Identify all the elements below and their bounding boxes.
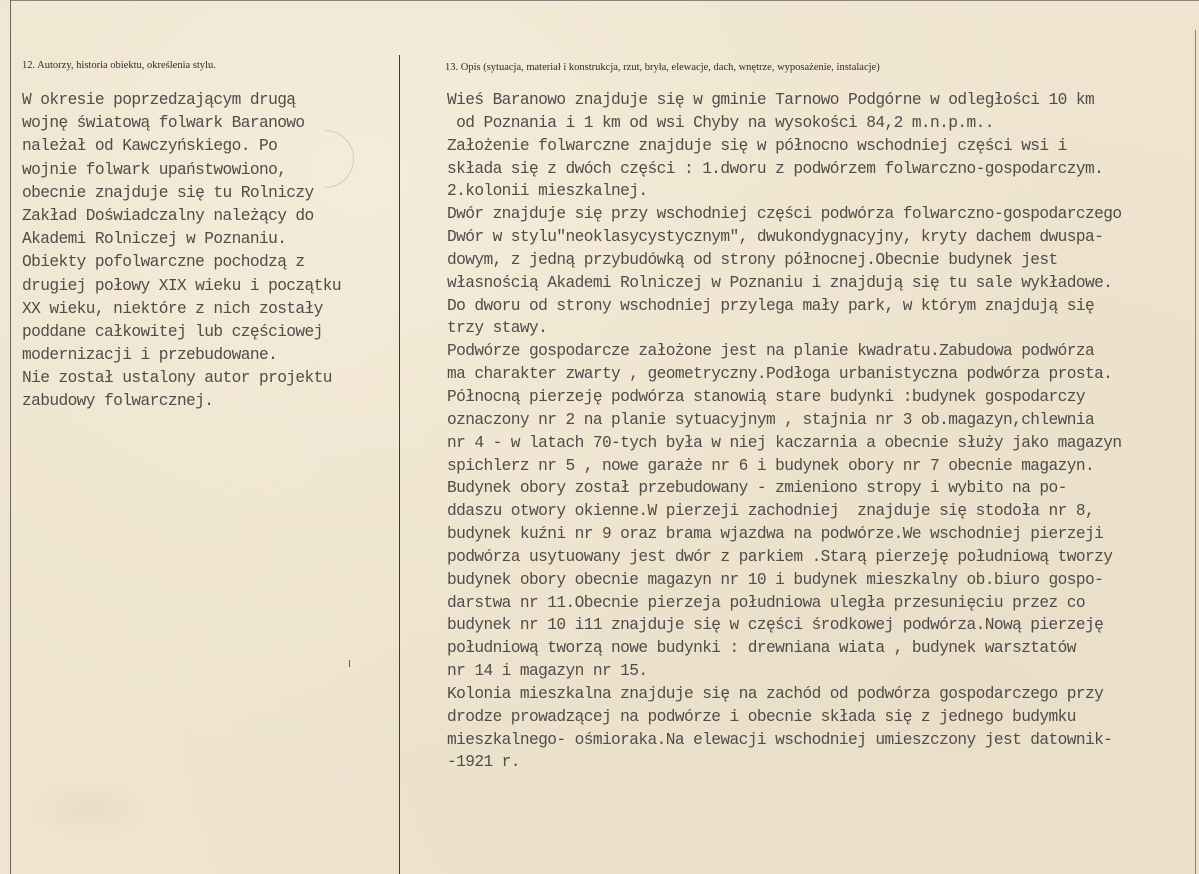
paper-stain bbox=[30, 780, 150, 840]
section-13-text-line: mieszkalnego- ośmioraka.Na elewacji wschodniej umieszczony jest datownik- bbox=[447, 730, 1113, 749]
section-13-heading: 13. Opis (sytuacja, materiał i konstrukcja, rzut, bryła, elewacje, dach, wnętrze, wyposażenie, instalacje) bbox=[445, 62, 880, 73]
section-12-text-line: poddane całkowitej lub częściowej bbox=[22, 322, 323, 341]
section-12-text-line: Akademi Rolniczej w Poznaniu. bbox=[22, 230, 287, 249]
section-13-text-line: składa się z dwóch części : 1.dworu z podwórzem folwarczno-gospodarczym. bbox=[447, 159, 1104, 178]
column-divider bbox=[399, 55, 400, 874]
section-13-text-line: Wieś Baranowo znajduje się w gminie Tarnowo Podgórne w odległości 10 km bbox=[447, 91, 1095, 109]
form-border-right bbox=[1195, 30, 1196, 874]
section-13-text-line: Założenie folwarczne znajduje się w północno wschodniej części wsi i bbox=[447, 136, 1067, 155]
section-13-text-line: drodze prowadzącej na podwórze i obecnie składa się z jednego budymku bbox=[447, 707, 1076, 726]
section-13-text-line: budynek obory obecnie magazyn nr 10 i budynek mieszkalny ob.biuro gospo- bbox=[447, 570, 1104, 589]
section-12-text-line: drugiej połowy XIX wieku i początku bbox=[22, 276, 341, 295]
section-12-text-line: Zakład Doświadczalny należący do bbox=[22, 206, 314, 225]
section-12-text-line: wojnie folwark upaństwowiono, bbox=[22, 160, 287, 179]
section-13-text-line: darstwa nr 11.Obecnie pierzeja południowa uległa przesunięciu przez co bbox=[447, 593, 1085, 612]
section-12-text-line: XX wieku, niektóre z nich zostały bbox=[22, 299, 323, 318]
section-13-text-line: Kolonia mieszkalna znajduje się na zachód od podwórza gospodarczego przy bbox=[447, 684, 1104, 703]
section-12-text-line: zabudowy folwarcznej. bbox=[22, 392, 214, 411]
section-12-text-line: modernizacji i przebudowane. bbox=[22, 346, 278, 365]
section-13-text-line: południową tworzą nowe budynki : drewniana wiata , budynek warsztatów bbox=[447, 639, 1076, 658]
section-13-text bbox=[447, 89, 1192, 774]
section-12-text-line: należał od Kawczyńskiego. Po bbox=[22, 137, 278, 156]
section-12-text-line: Obiekty pofolwarczne pochodzą z bbox=[22, 253, 305, 272]
section-13-text-line: Dwór znajduje się przy wschodniej części podwórza folwarczno-gospodarczego bbox=[447, 205, 1122, 224]
section-12-text-line: obecnie znajduje się tu Rolniczy bbox=[22, 183, 314, 202]
section-13-text-line: budynek nr 10 i11 znajduje się w części środkowej podwórza.Nową pierzeję bbox=[447, 616, 1104, 635]
section-12-heading: 12. Autorzy, historia obiektu, określenia stylu. bbox=[22, 60, 216, 71]
section-13-text-line: ma charakter zwarty , geometryczny.Podłoga urbanistyczna podwórza prosta. bbox=[447, 365, 1113, 384]
section-13-text-line: nr 4 - w latach 70-tych była w niej kaczarnia a obecnie służy jako magazyn bbox=[447, 433, 1122, 452]
section-13-text-line: Podwórze gospodarcze założone jest na planie kwadratu.Zabudowa podwórza bbox=[447, 342, 1095, 361]
section-13-text-line: własnością Akademi Rolniczej w Poznaniu i znajdują się tu sale wykładowe. bbox=[447, 273, 1113, 292]
section-13-text-line: 2.kolonii mieszkalnej. bbox=[447, 182, 648, 201]
form-border-left bbox=[10, 0, 11, 874]
section-13-text-line: spichlerz nr 5 , nowe garaże nr 6 i budynek obory nr 7 obecnie magazyn. bbox=[447, 456, 1095, 475]
section-12-text-line: W okresie poprzedzającym drugą bbox=[22, 91, 296, 109]
section-13-text-line: nr 14 i magazyn nr 15. bbox=[447, 662, 648, 681]
section-13-text-line: Północną pierzeję podwórza stanowią stare budynki :budynek gospodarczy bbox=[447, 387, 1085, 406]
section-13-text-line: Budynek obory został przebudowany - zmieniono stropy i wybito na po- bbox=[447, 479, 1067, 498]
section-13-text-line: ddaszu otwory okienne.W pierzeji zachodniej znajduje się stodoła nr 8, bbox=[447, 502, 1095, 521]
section-13-text-line: dowym, z jedną przybudówką od strony północnej.Obecnie budynek jest bbox=[447, 250, 1058, 269]
section-13-text-line: podwórza usytuowany jest dwór z parkiem .Starą pierzeję południową tworzy bbox=[447, 547, 1113, 566]
form-border-top bbox=[10, 0, 1199, 1]
section-12-text-line: wojnę światową folwark Baranowo bbox=[22, 114, 305, 133]
section-13-text-line: oznaczony nr 2 na planie sytuacyjnym , stajnia nr 3 ob.magazyn,chlewnia bbox=[447, 410, 1095, 429]
pencil-tick bbox=[349, 660, 350, 667]
section-13-text-line: Dwór w stylu"neoklasycystycznym", dwukondygnacyjny, kryty dachem dwuspa- bbox=[447, 228, 1104, 247]
section-13-text-line: -1921 r. bbox=[447, 753, 520, 772]
section-13-text-line: od Poznania i 1 km od wsi Chyby na wysokości 84,2 m.n.p.m.. bbox=[447, 113, 994, 132]
section-12-text-line: Nie został ustalony autor projektu bbox=[22, 369, 332, 388]
section-12-text bbox=[22, 89, 392, 414]
section-13-text-line: Do dworu od strony wschodniej przylega mały park, w którym znajdują się bbox=[447, 296, 1095, 315]
section-13-text-line: budynek kuźni nr 9 oraz brama wjazdwa na podwórze.We wschodniej pierzeji bbox=[447, 525, 1104, 544]
section-13-text-line: trzy stawy. bbox=[447, 319, 548, 338]
